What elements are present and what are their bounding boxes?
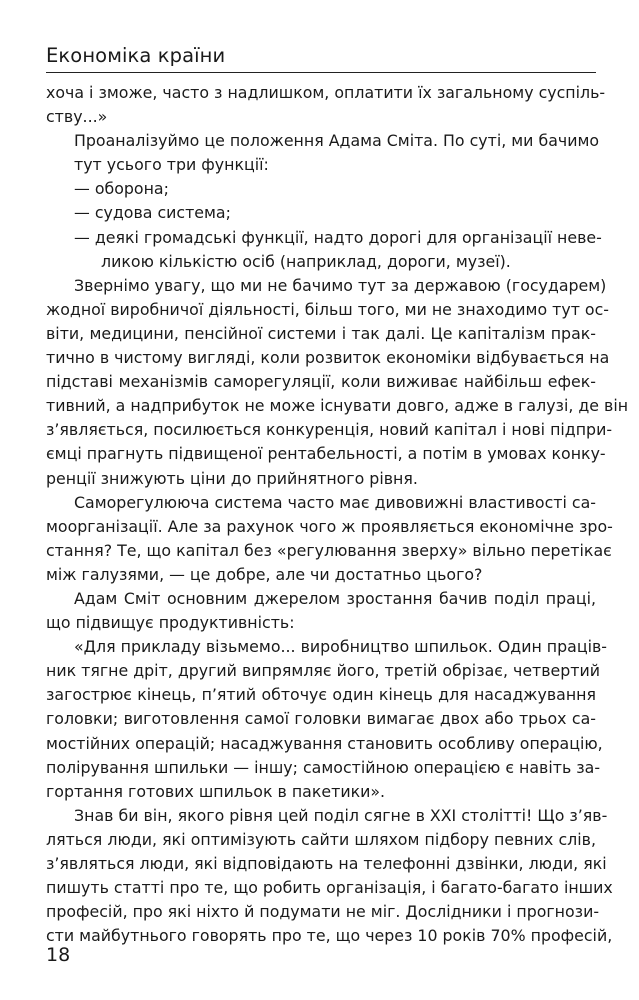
quote-line: «Для прикладу візьмемо... виробництво шпильок. Один праців- (74, 637, 607, 657)
list-item: — деякі громадські функції, надто дорогі для організації неве- (74, 227, 602, 247)
text-line: професій, про які ніхто й подумати не міг. Дослідники і прогнози- (46, 902, 600, 922)
body-text (46, 81, 629, 948)
quote-line: мостійних операцій; насаджування становить особливу операцію, (46, 733, 603, 753)
text-line: ляться люди, які оптимізують сайти шляхом підбору певних слів, (46, 829, 596, 849)
text-line: тично в чистому вигляді, коли розвиток економіки відбувається на (46, 348, 610, 368)
text-line: ренції знижують ціни до прийнятного рівня. (46, 468, 418, 488)
running-head-title: Економіка країни (46, 44, 226, 67)
page-number: 18 (46, 944, 71, 966)
header-rule (46, 72, 596, 73)
text-line: що підвищує продуктивність: (46, 613, 295, 633)
text-line: ликою кількістю осіб (наприклад, дороги, музеї). (101, 251, 511, 271)
text-line: Проаналізуймо це положення Адама Сміта. По суті, ми бачимо (74, 131, 600, 151)
text-line: сти майбутнього говорять про те, що через 10 років 70% професій, (46, 926, 613, 946)
text-line: ству...» (46, 107, 108, 127)
text-line: стання? Те, що капітал без «регулювання зверху» вільно перетікає (46, 540, 612, 560)
text-line: тут усього три функції: (74, 155, 269, 175)
text-line: пишуть статті про те, що робить організація, і багато-багато інших (46, 878, 613, 898)
text-line: Звернімо увагу, що ми не бачимо тут за державою (государем) (74, 275, 607, 295)
text-line: Знав би він, якого рівня цей поділ сягне в XXI столітті! Що з’яв- (74, 805, 608, 825)
text-line: з’являться люди, які відповідають на телефонні дзвінки, люди, які (46, 854, 607, 873)
quote-line: загострює кінець, п’ятий обточує один кінець для насаджування (46, 685, 596, 705)
text-line: жодної виробничої діяльності, більш того, ми не знаходимо тут ос- (46, 299, 609, 319)
text-line: моорганізації. Але за рахунок чого ж проявляється економічне зро- (46, 516, 613, 536)
text-line: підставі механізмів саморегуляції, коли виживає найбільш ефек- (46, 372, 596, 392)
text-line: між галузями, — це добре, але чи достатньо цього? (46, 564, 483, 584)
text-line: Адам Сміт основним джерелом зростання бачив поділ праці, (74, 588, 596, 608)
text-line: віти, медицини, пенсійної системи і так далі. Це капіталізм прак- (46, 323, 596, 343)
text-line: Саморегулююча система часто має дивовижні властивості са- (74, 492, 596, 512)
text-line: хоча і зможе, часто з надлишком, оплатити їх загальному суспіль- (46, 83, 606, 102)
list-item: — оборона; (74, 179, 169, 199)
text-line: ємці прагнуть підвищеної рентабельності, а потім в умовах конку- (46, 444, 606, 464)
text-line: з’являється, посилюється конкуренція, новий капітал і нові підпри- (46, 420, 613, 440)
quote-line: гортання готових шпильок в пакетики». (46, 781, 386, 801)
text-line: тивний, а надприбуток не може існувати довго, адже в галузі, де він (46, 396, 629, 416)
quote-line: полірування шпильки — іншу; самостійною операцією є навіть за- (46, 757, 601, 777)
quote-line: ник тягне дріт, другий випрямляє його, третій обрізає, четвертий (46, 661, 601, 681)
list-item: — судова система; (74, 203, 231, 223)
quote-line: головки; виготовлення самої головки вимагає двох або трьох са- (46, 709, 596, 729)
